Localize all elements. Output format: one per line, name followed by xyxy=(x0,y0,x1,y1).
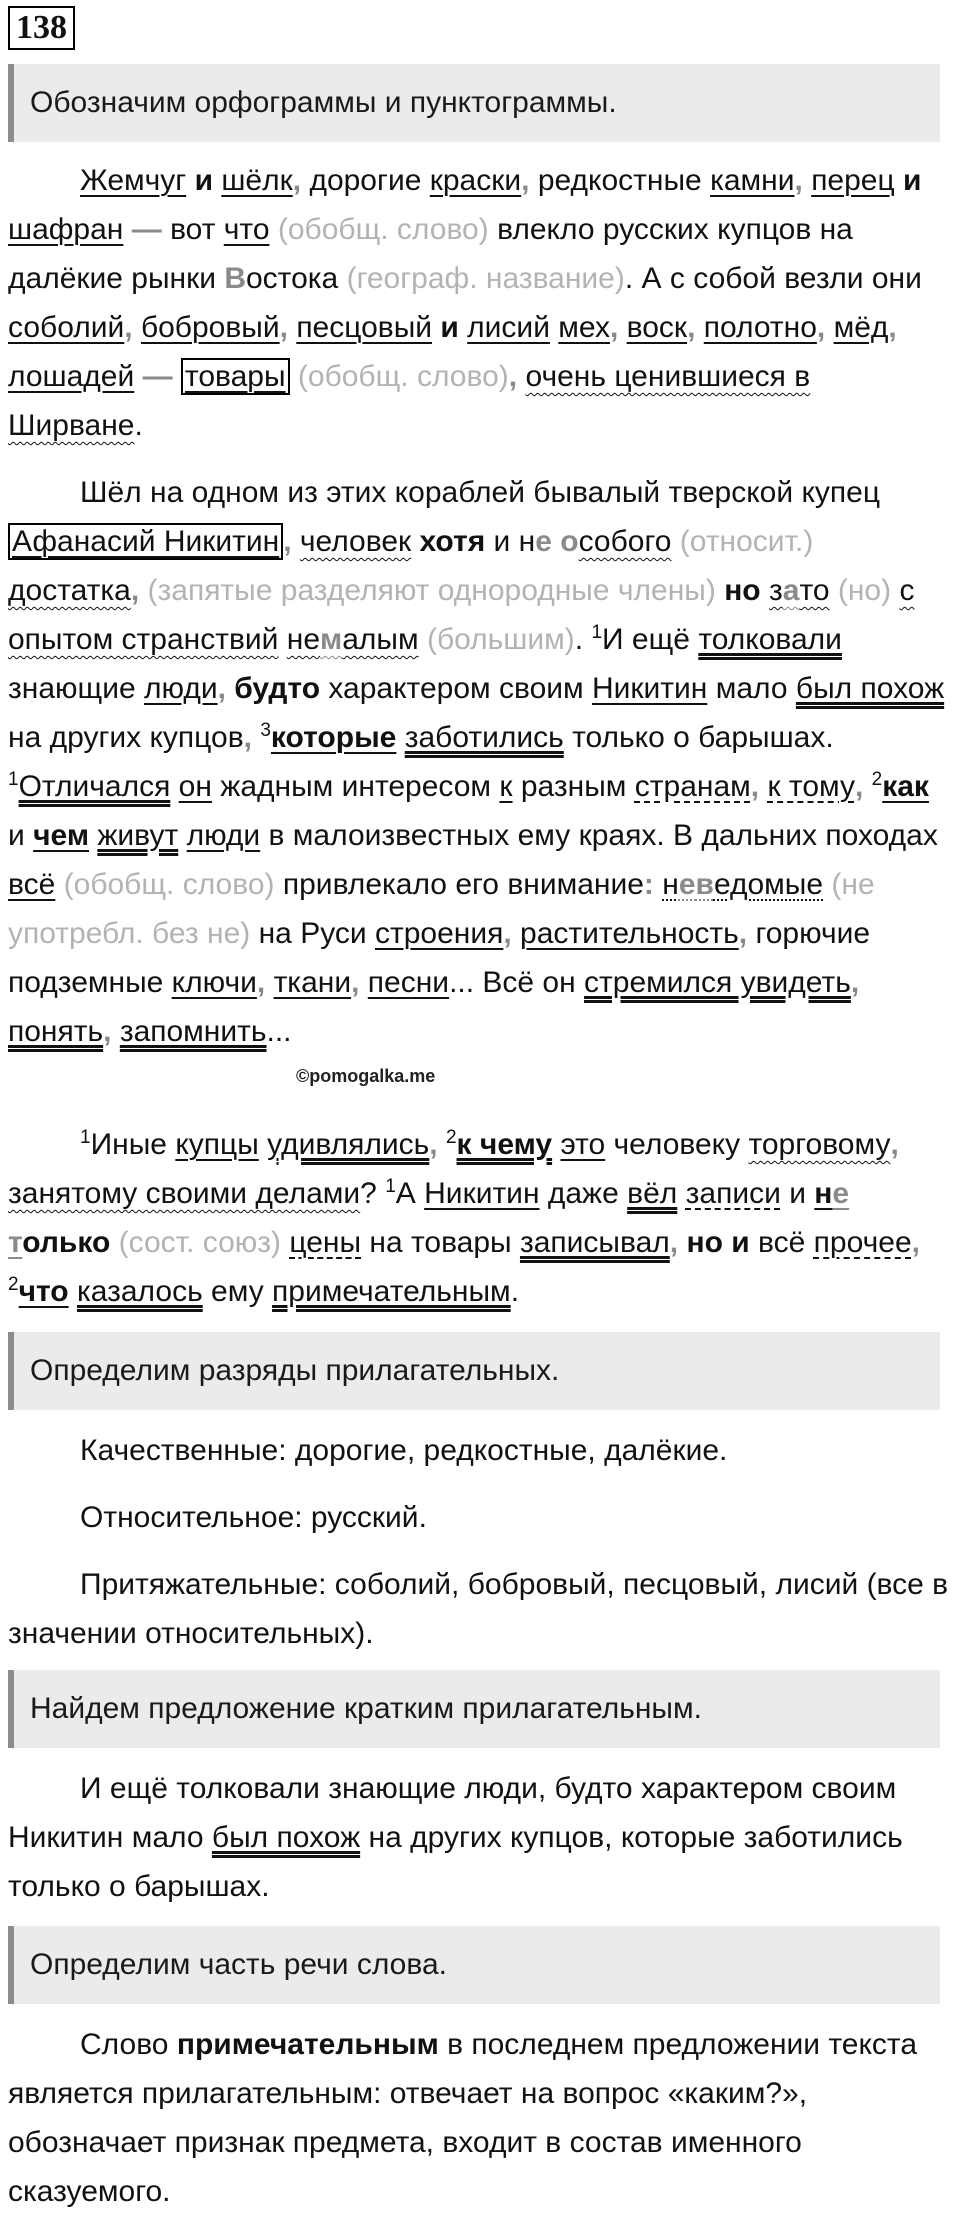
word: которые xyxy=(270,721,397,754)
word: торговому xyxy=(748,1128,891,1161)
word: примечательным xyxy=(272,1275,511,1308)
section-heading-adjective-classes: Определим разряды прилагательных. xyxy=(8,1332,940,1410)
word: дорогие xyxy=(309,164,422,197)
sentence-index: 2 xyxy=(8,1274,19,1295)
letter: в xyxy=(695,868,714,901)
punct: . xyxy=(134,409,143,442)
letter: н xyxy=(662,868,679,901)
word: это xyxy=(560,1128,606,1161)
word: живут xyxy=(97,819,179,852)
word: остока xyxy=(246,262,339,295)
note: (запятые разделяют однородные члены) xyxy=(147,574,716,607)
word: ему xyxy=(211,1275,264,1308)
word: ключи xyxy=(171,966,257,999)
letter: н xyxy=(814,1177,833,1210)
punct: , xyxy=(429,1128,438,1161)
letter: з xyxy=(768,574,783,607)
word: он xyxy=(178,770,212,803)
text-paragraph-2 xyxy=(8,468,950,1056)
punct: , xyxy=(292,164,302,197)
section-heading-short-adjective: Найдем предложение кратким прилагательным. xyxy=(8,1670,940,1748)
word: на других купцов xyxy=(8,721,244,754)
word: жадным интересом xyxy=(220,770,492,803)
letter: В xyxy=(224,262,246,295)
punct: . xyxy=(510,1275,520,1308)
word: был похож xyxy=(795,672,945,705)
word: разным xyxy=(520,770,627,803)
word: на Руси xyxy=(258,917,367,950)
punct: , xyxy=(130,574,140,607)
word: соболий xyxy=(8,311,125,344)
word: не xyxy=(286,623,321,656)
word: вёл xyxy=(627,1177,678,1210)
word: И ещё xyxy=(602,623,690,656)
word: и xyxy=(493,525,511,558)
punct: , xyxy=(124,311,133,344)
word: лошадей xyxy=(8,360,135,393)
word: Никитин xyxy=(424,1177,540,1210)
relative-adjectives: Относительное: русский. xyxy=(80,1501,427,1534)
word: Шёл на одном из этих кораблей бывалый тверской купец xyxy=(80,476,881,509)
word: и xyxy=(789,1177,806,1210)
punct: , xyxy=(669,1226,679,1259)
punct: . xyxy=(574,623,584,656)
part-of-speech-answer xyxy=(8,2020,950,2216)
letter: е xyxy=(678,868,696,901)
word: горючие подземные xyxy=(8,917,871,999)
word: записи xyxy=(685,1177,781,1210)
word: всё xyxy=(8,868,56,901)
punct: , xyxy=(850,966,860,999)
word: едомые xyxy=(713,868,824,901)
word: что xyxy=(223,213,270,246)
word: песцовый xyxy=(296,311,433,344)
word: купцы xyxy=(175,1128,259,1161)
punct: , xyxy=(794,164,803,197)
word: товары xyxy=(181,358,290,395)
word: человеку xyxy=(613,1128,741,1161)
word: растительность xyxy=(520,917,739,950)
punct: , xyxy=(351,966,360,999)
word: и xyxy=(440,311,459,344)
word: но и xyxy=(686,1226,750,1259)
word: то xyxy=(799,574,830,607)
punct: , xyxy=(243,721,252,754)
word: казалось xyxy=(76,1275,203,1308)
word: странам xyxy=(634,770,751,803)
sentence-index: 1 xyxy=(80,1127,91,1148)
punct: , xyxy=(854,770,864,803)
word: влекло xyxy=(497,213,595,246)
sentence-index: 2 xyxy=(871,769,883,790)
punct: , xyxy=(103,1015,112,1048)
word: достатка xyxy=(8,574,131,607)
word: всё xyxy=(758,1226,806,1259)
punct: , xyxy=(888,311,897,344)
word: воск xyxy=(626,311,688,344)
section-heading-spelling: Обозначим орфограммы и пунктограммы. xyxy=(8,64,940,142)
word: занятому своими делами xyxy=(8,1177,361,1210)
sentence-index: 1 xyxy=(385,1176,396,1197)
word: А с собой везли они xyxy=(641,262,922,295)
sentence-part: на других купцов, которые заботились только о барышах. xyxy=(8,1821,903,1903)
note: (относит.) xyxy=(679,525,814,558)
word: характером своим xyxy=(328,672,584,705)
short-adjective: был похож xyxy=(211,1821,361,1854)
letter: е xyxy=(535,525,552,558)
note: (обобщ. слово) xyxy=(63,868,275,901)
word: мёд xyxy=(833,311,889,344)
punct: , xyxy=(816,311,826,344)
word: в малоизвестных ему краях. В дальних походах xyxy=(268,819,938,852)
letter: т xyxy=(8,1226,23,1259)
punct: . xyxy=(624,262,634,295)
word: ткани xyxy=(273,966,352,999)
word: ... Всё он xyxy=(449,966,576,999)
word: лисий xyxy=(467,311,550,344)
note: (но) xyxy=(837,574,892,607)
word: хотя xyxy=(419,525,486,558)
word: люди xyxy=(143,672,218,705)
punct: , xyxy=(738,917,748,950)
sentence-index: 2 xyxy=(445,1127,457,1148)
punct: , xyxy=(890,1128,899,1161)
word: к чему xyxy=(456,1128,553,1161)
possessive-adjectives: Притяжательные: соболий, бобровый, песцовый, лисий (все в значении относительных). xyxy=(8,1568,949,1650)
word: и xyxy=(194,164,214,197)
answer-word: примечательным xyxy=(176,2028,439,2061)
word: мало xyxy=(715,672,788,705)
word: Никитин xyxy=(591,672,708,705)
sentence-part: И ещё толковали знающие люди, будто характером своим Никитин мало xyxy=(8,1772,897,1854)
note: (обобщ. слово) xyxy=(297,360,509,393)
letter: н xyxy=(518,525,536,558)
word: к xyxy=(499,770,513,803)
qualitative-adjectives: Качественные: дорогие, редкостные, далёкие. xyxy=(80,1434,728,1467)
punct: , xyxy=(503,917,512,950)
word: полотно xyxy=(703,311,817,344)
word: купцов на далёкие рынки xyxy=(8,213,853,295)
punct: , xyxy=(217,672,226,705)
punct: — xyxy=(142,360,173,393)
letter: а xyxy=(782,574,800,607)
word: только о барышах. xyxy=(572,721,834,754)
word: стремился увидеть xyxy=(584,966,851,999)
letter: е xyxy=(832,1177,850,1210)
word: Иные xyxy=(90,1128,167,1161)
punct: ? xyxy=(360,1177,386,1210)
word: будто xyxy=(234,672,321,705)
word: удивлялись xyxy=(267,1128,430,1161)
letter: о xyxy=(560,525,579,558)
word: строения xyxy=(374,917,504,950)
word: и xyxy=(8,819,25,852)
word: очень ценившиеся в Ширване xyxy=(8,360,811,442)
letter: м xyxy=(320,623,343,656)
punct: — xyxy=(131,213,162,246)
punct: , xyxy=(687,311,696,344)
note: (обобщ. слово) xyxy=(277,213,489,246)
punct: : xyxy=(643,868,654,901)
punct: , xyxy=(521,164,530,197)
word: бобровый xyxy=(140,311,280,344)
word: Отличался xyxy=(18,770,171,803)
punct: , xyxy=(911,1226,920,1259)
word: цены xyxy=(289,1226,362,1259)
punct: , xyxy=(508,360,518,393)
word: песни xyxy=(367,966,450,999)
task-number: 138 xyxy=(8,6,75,50)
word: олько xyxy=(22,1226,111,1259)
word: люди xyxy=(186,819,261,852)
word: редкостные xyxy=(537,164,702,197)
word: перец xyxy=(811,164,895,197)
punct: , xyxy=(609,311,619,344)
punct: ... xyxy=(266,1015,292,1048)
word: заботились xyxy=(404,721,564,754)
punct: , xyxy=(279,311,288,344)
word: А xyxy=(395,1177,416,1210)
word: привлекало его внимание xyxy=(282,868,644,901)
sentence-index: 1 xyxy=(8,769,19,790)
note: (большим) xyxy=(426,623,575,656)
word: знающие xyxy=(8,672,136,705)
answer-part: Слово xyxy=(80,2028,169,2061)
word: мех xyxy=(558,311,610,344)
word: к тому xyxy=(767,770,855,803)
answer-part: в последнем предложении текста является прилагательным: отвечает на вопрос «каким?», обозначает признак предмета, входит в состав именного сказуемого. xyxy=(8,2028,918,2208)
word: камни xyxy=(710,164,795,197)
section-heading-part-of-speech: Определим часть речи слова. xyxy=(8,1926,940,2004)
word: прочее xyxy=(813,1226,912,1259)
word: русских xyxy=(602,213,709,246)
word: вот xyxy=(170,213,216,246)
word: записывал xyxy=(519,1226,670,1259)
punct: , xyxy=(750,770,760,803)
word: запомнить xyxy=(119,1015,267,1048)
note: (географ. название) xyxy=(346,262,625,295)
word: даже xyxy=(547,1177,619,1210)
text-paragraph-3 xyxy=(8,1120,950,1316)
word: с опытом странствий xyxy=(8,574,915,656)
word: чем xyxy=(33,819,90,852)
word: но xyxy=(724,574,761,607)
punct: , xyxy=(256,966,266,999)
word: на товары xyxy=(369,1226,512,1259)
word: краски xyxy=(429,164,522,197)
punct: , xyxy=(283,525,292,558)
short-adjective-sentence xyxy=(8,1764,950,1911)
word: толковали xyxy=(698,623,842,656)
sentence-index: 3 xyxy=(260,720,271,741)
word: и xyxy=(903,164,922,197)
adjective-classes xyxy=(8,1426,950,1658)
word: что xyxy=(18,1275,69,1308)
word: человек xyxy=(299,525,412,558)
word: Жемчуг xyxy=(80,164,187,197)
word: алым xyxy=(342,623,419,656)
sentence-index: 1 xyxy=(591,622,603,643)
word: шёлк xyxy=(221,164,293,197)
word: понять xyxy=(8,1015,104,1048)
word: как xyxy=(882,770,929,803)
word: собого xyxy=(578,525,672,558)
note: (не употребл. без не) xyxy=(8,868,875,950)
word: шафран xyxy=(8,213,124,246)
text-paragraph-1 xyxy=(8,156,950,450)
note: (сост. союз) xyxy=(118,1226,282,1259)
word: Афанасий Никитин xyxy=(8,523,283,560)
watermark: ©pomogalka.me xyxy=(296,1066,436,1086)
